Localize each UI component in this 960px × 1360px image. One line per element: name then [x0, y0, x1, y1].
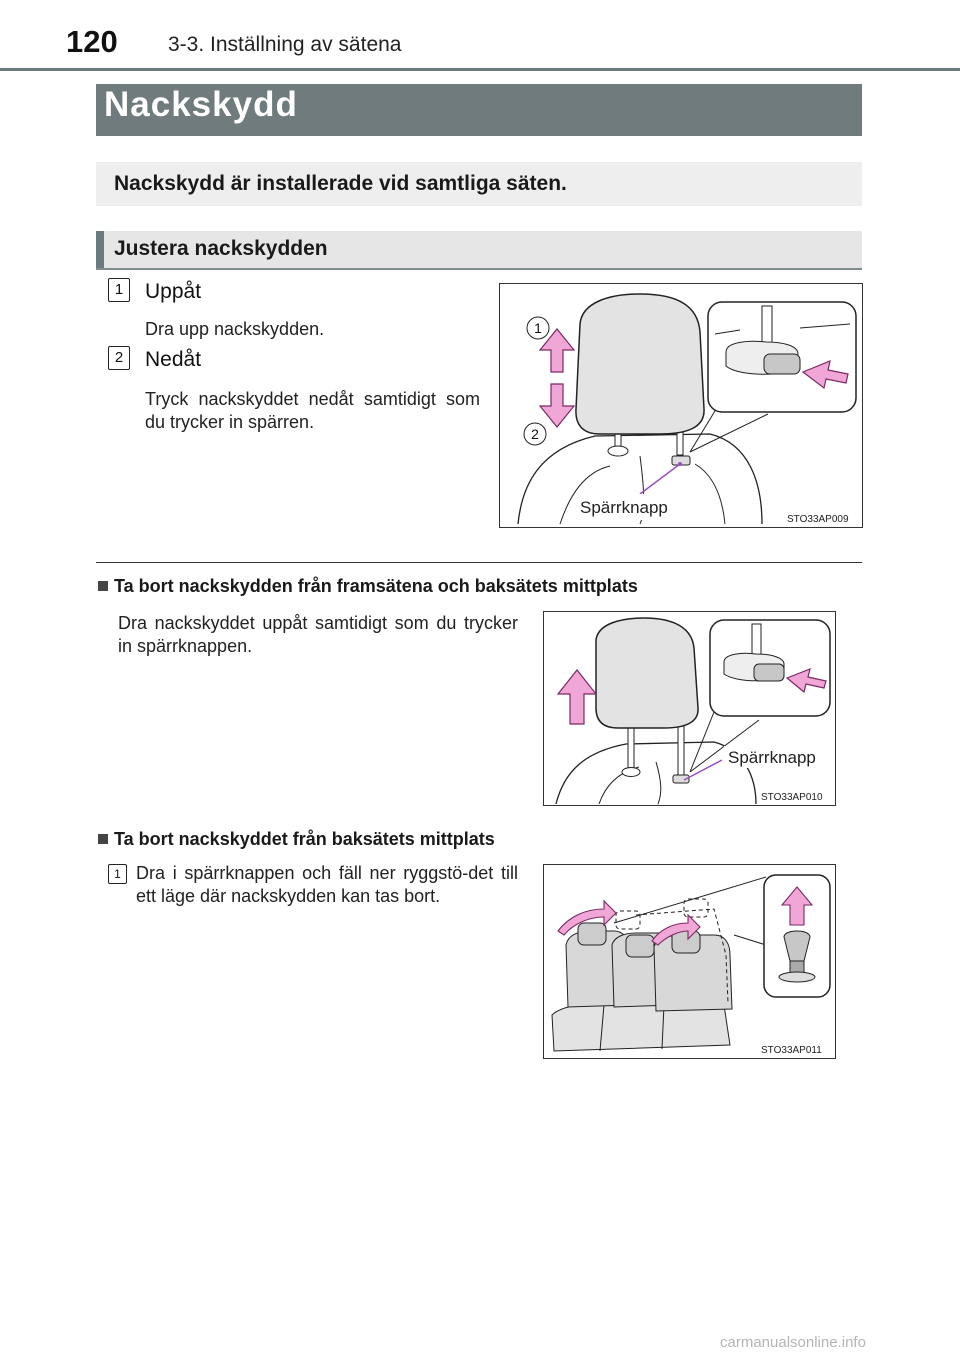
step-2-title: Nedåt — [145, 348, 202, 371]
page-number: 120 — [66, 24, 118, 59]
headrest-adjust-illustration — [500, 284, 862, 527]
bullet-square-icon — [98, 834, 108, 844]
figure-1-callout-2: 2 — [531, 426, 539, 442]
page-title: Nackskydd — [104, 85, 298, 124]
watermark: carmanualsonline.info — [720, 1334, 866, 1351]
section-b-step-badge: 1 — [108, 864, 127, 884]
figure-3-code: STO33AP011 — [761, 1045, 822, 1056]
subsection-underline — [96, 268, 862, 270]
step-1-badge: 1 — [108, 278, 130, 302]
figure-1-code: STO33AP009 — [787, 514, 849, 525]
section-b-heading: Ta bort nackskyddet från baksätets mittplats — [98, 829, 495, 850]
headrest-remove-rear-illustration — [544, 865, 835, 1058]
intro-text: Nackskydd är installerade vid samtliga säten. — [114, 172, 567, 195]
section-a-heading: Ta bort nackskydden från framsätena och baksätets mittplats — [98, 576, 638, 597]
figure-2-code: STO33AP010 — [761, 792, 823, 803]
figure-headrest-adjust — [499, 283, 863, 528]
figure-1-callout-1: 1 — [534, 320, 542, 336]
figure-headrest-remove-front — [543, 611, 836, 806]
step-2-badge: 2 — [108, 346, 130, 370]
figure-2-label: Spärrknapp — [728, 748, 816, 767]
section-divider — [96, 562, 862, 563]
bullet-square-icon — [98, 581, 108, 591]
figure-headrest-remove-rear — [543, 864, 836, 1059]
step-2-text: Tryck nackskyddet nedåt samtidigt som du trycker in spärren. — [145, 389, 480, 432]
subsection-title: Justera nackskydden — [114, 237, 328, 260]
header-rule — [0, 68, 960, 71]
subsection-accent-bar — [96, 231, 104, 268]
section-title: 3-3. Inställning av sätena — [168, 33, 402, 56]
figure-1-label: Spärrknapp — [580, 498, 668, 517]
headrest-remove-front-illustration — [544, 612, 835, 805]
section-b-text: Dra i spärrknappen och fäll ner ryggstö-det till ett läge där nackskydden kan tas bort. — [136, 863, 518, 906]
step-1-text: Dra upp nackskydden. — [145, 319, 325, 339]
section-a-text: Dra nackskyddet uppåt samtidigt som du trycker in spärrknappen. — [118, 613, 518, 656]
step-1-title: Uppåt — [145, 280, 202, 303]
